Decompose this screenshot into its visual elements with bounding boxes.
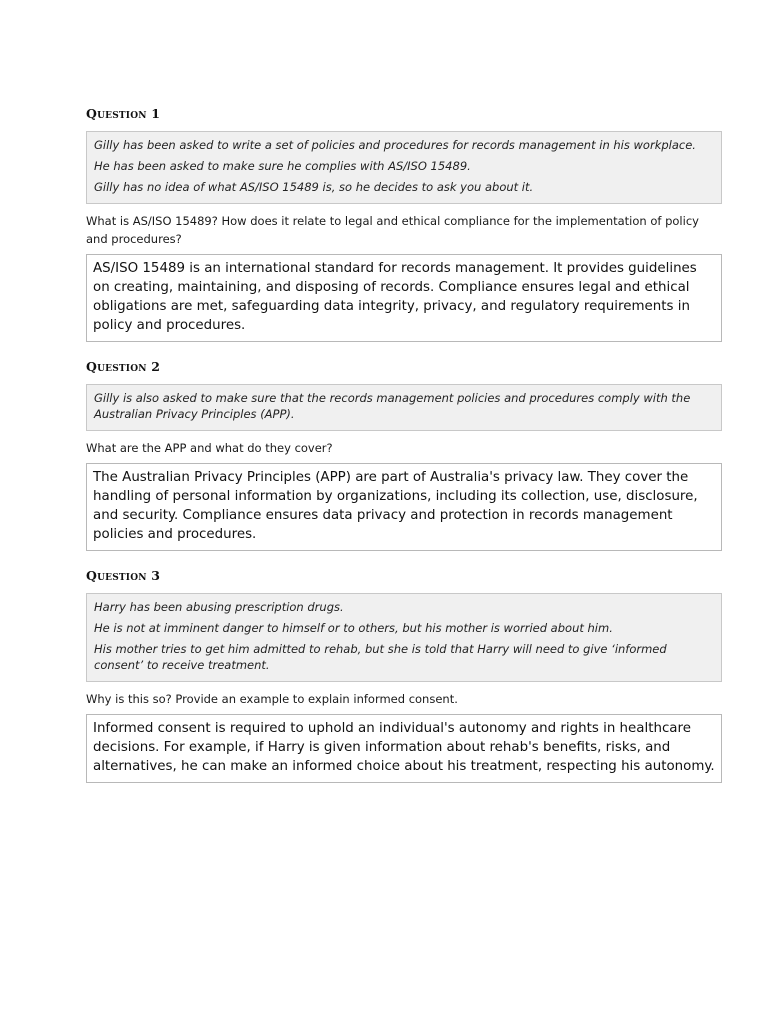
question-2-prompt: What are the APP and what do they cover? — [86, 441, 333, 455]
question-3-heading: Question 3 — [86, 568, 161, 583]
question-3-prompt: Why is this so? Provide an example to explain informed consent. — [86, 692, 458, 706]
question-1-heading: Question 1 — [86, 106, 161, 121]
scenario-line: He has been asked to make sure he complies with AS/ISO 15489. — [94, 159, 471, 173]
question-1-prompt: What is AS/ISO 15489? How does it relate to legal and ethical compliance for the implementation of policy and procedures? — [86, 214, 699, 246]
scenario-line: His mother tries to get him admitted to rehab, but she is told that Harry will need to give ‘informed consent’ to receive treatment. — [94, 642, 667, 672]
scenario-line: Gilly has no idea of what AS/ISO 15489 is, so he decides to ask you about it. — [94, 180, 534, 194]
question-3-answer-box[interactable]: Informed consent is required to uphold an individual's autonomy and rights in healthcare decisions. For example, if Harry is given information about rehab's benefits, risks, and alternatives, he can make an informed choice about his treatment, respecting his autonomy. — [86, 714, 722, 783]
question-1-scenario — [86, 131, 722, 204]
document-page — [86, 106, 722, 783]
question-3-scenario — [86, 593, 722, 682]
question-1 — [86, 106, 722, 342]
question-2-answer-box[interactable]: The Australian Privacy Principles (APP) are part of Australia's privacy law. They cover the handling of personal information by organizations, including its collection, use, disclosure, and security. Compliance ensures data privacy and protection in records management policies and procedures. — [86, 463, 722, 551]
scenario-line: Gilly is also asked to make sure that the records management policies and procedures comply with the Australian Privacy Principles (APP). — [94, 391, 691, 421]
question-2-scenario — [86, 384, 722, 431]
scenario-line: Gilly has been asked to write a set of policies and procedures for records management in his workplace. — [94, 138, 696, 152]
question-2 — [86, 359, 722, 551]
question-2-heading: Question 2 — [86, 359, 161, 374]
question-3 — [86, 568, 722, 783]
scenario-line: Harry has been abusing prescription drugs. — [94, 600, 344, 614]
question-1-answer-box[interactable]: AS/ISO 15489 is an international standard for records management. It provides guidelines on creating, maintaining, and disposing of records. Compliance ensures legal and ethical obligations are met, safeguarding data integrity, privacy, and regulatory requirements in policy and procedures. — [86, 254, 722, 342]
scenario-line: He is not at imminent danger to himself or to others, but his mother is worried about him. — [94, 621, 613, 635]
